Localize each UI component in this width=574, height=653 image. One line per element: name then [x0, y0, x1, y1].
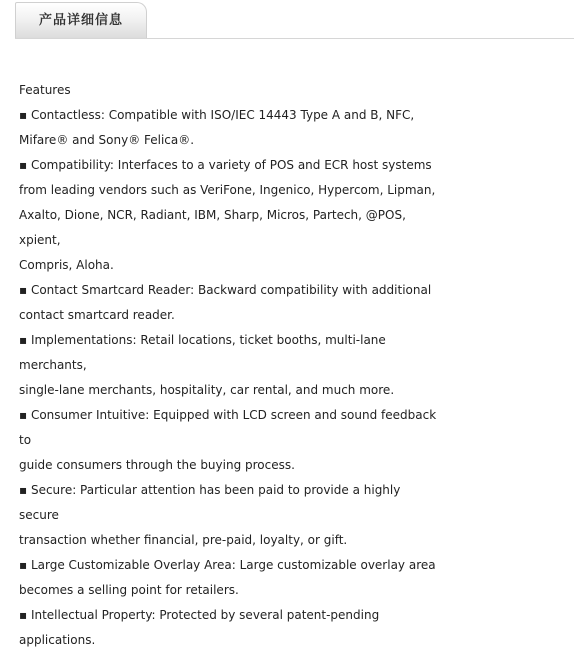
feature-item-compatibility — [19, 153, 439, 278]
feature-line: ▪ Compatibility: Interfaces to a variety of POS and ECR host systems — [19, 158, 432, 172]
features-heading: Features — [19, 83, 71, 97]
feature-line: from leading vendors such as VeriFone, Ingenico, Hypercom, Lipman, — [19, 183, 436, 197]
feature-line: ▪ Large Customizable Overlay Area: Large customizable overlay area — [19, 558, 436, 572]
feature-item-overlay-area — [19, 553, 439, 603]
feature-item-contactless — [19, 103, 439, 153]
feature-line: ▪ Consumer Intuitive: Equipped with LCD screen and sound feedback to — [19, 408, 437, 447]
feature-item-secure — [19, 478, 439, 553]
feature-line: contact smartcard reader. — [19, 308, 175, 322]
feature-line: ▪ Implementations: Retail locations, ticket booths, multi-lane merchants, — [19, 333, 386, 372]
feature-line: guide consumers through the buying process. — [19, 458, 295, 472]
feature-item-implementations — [19, 328, 439, 403]
product-details-content — [19, 78, 439, 653]
feature-item-consumer-intuitive — [19, 403, 439, 478]
feature-line: becomes a selling point for retailers. — [19, 583, 239, 597]
feature-line: ▪ Secure: Particular attention has been paid to provide a highly secure — [19, 483, 401, 522]
feature-line: ▪ Contactless: Compatible with ISO/IEC 14443 Type A and B, NFC, — [19, 108, 415, 122]
feature-line: ▪ Intellectual Property: Protected by several patent-pending applications. — [19, 608, 380, 647]
tab-bar — [15, 0, 574, 39]
feature-line: Compris, Aloha. — [19, 258, 114, 272]
feature-item-contact-smartcard-reader — [19, 278, 439, 328]
feature-line: single-lane merchants, hospitality, car rental, and much more. — [19, 383, 395, 397]
tab-product-details[interactable]: 产品详细信息 — [15, 2, 147, 38]
feature-line: ▪ Contact Smartcard Reader: Backward compatibility with additional — [19, 283, 432, 297]
feature-line: Axalto, Dione, NCR, Radiant, IBM, Sharp, Micros, Partech, @POS, xpient, — [19, 208, 406, 247]
feature-item-intellectual-property — [19, 603, 439, 653]
feature-line: transaction whether financial, pre-paid, loyalty, or gift. — [19, 533, 348, 547]
feature-line: Mifare® and Sony® Felica®. — [19, 133, 195, 147]
